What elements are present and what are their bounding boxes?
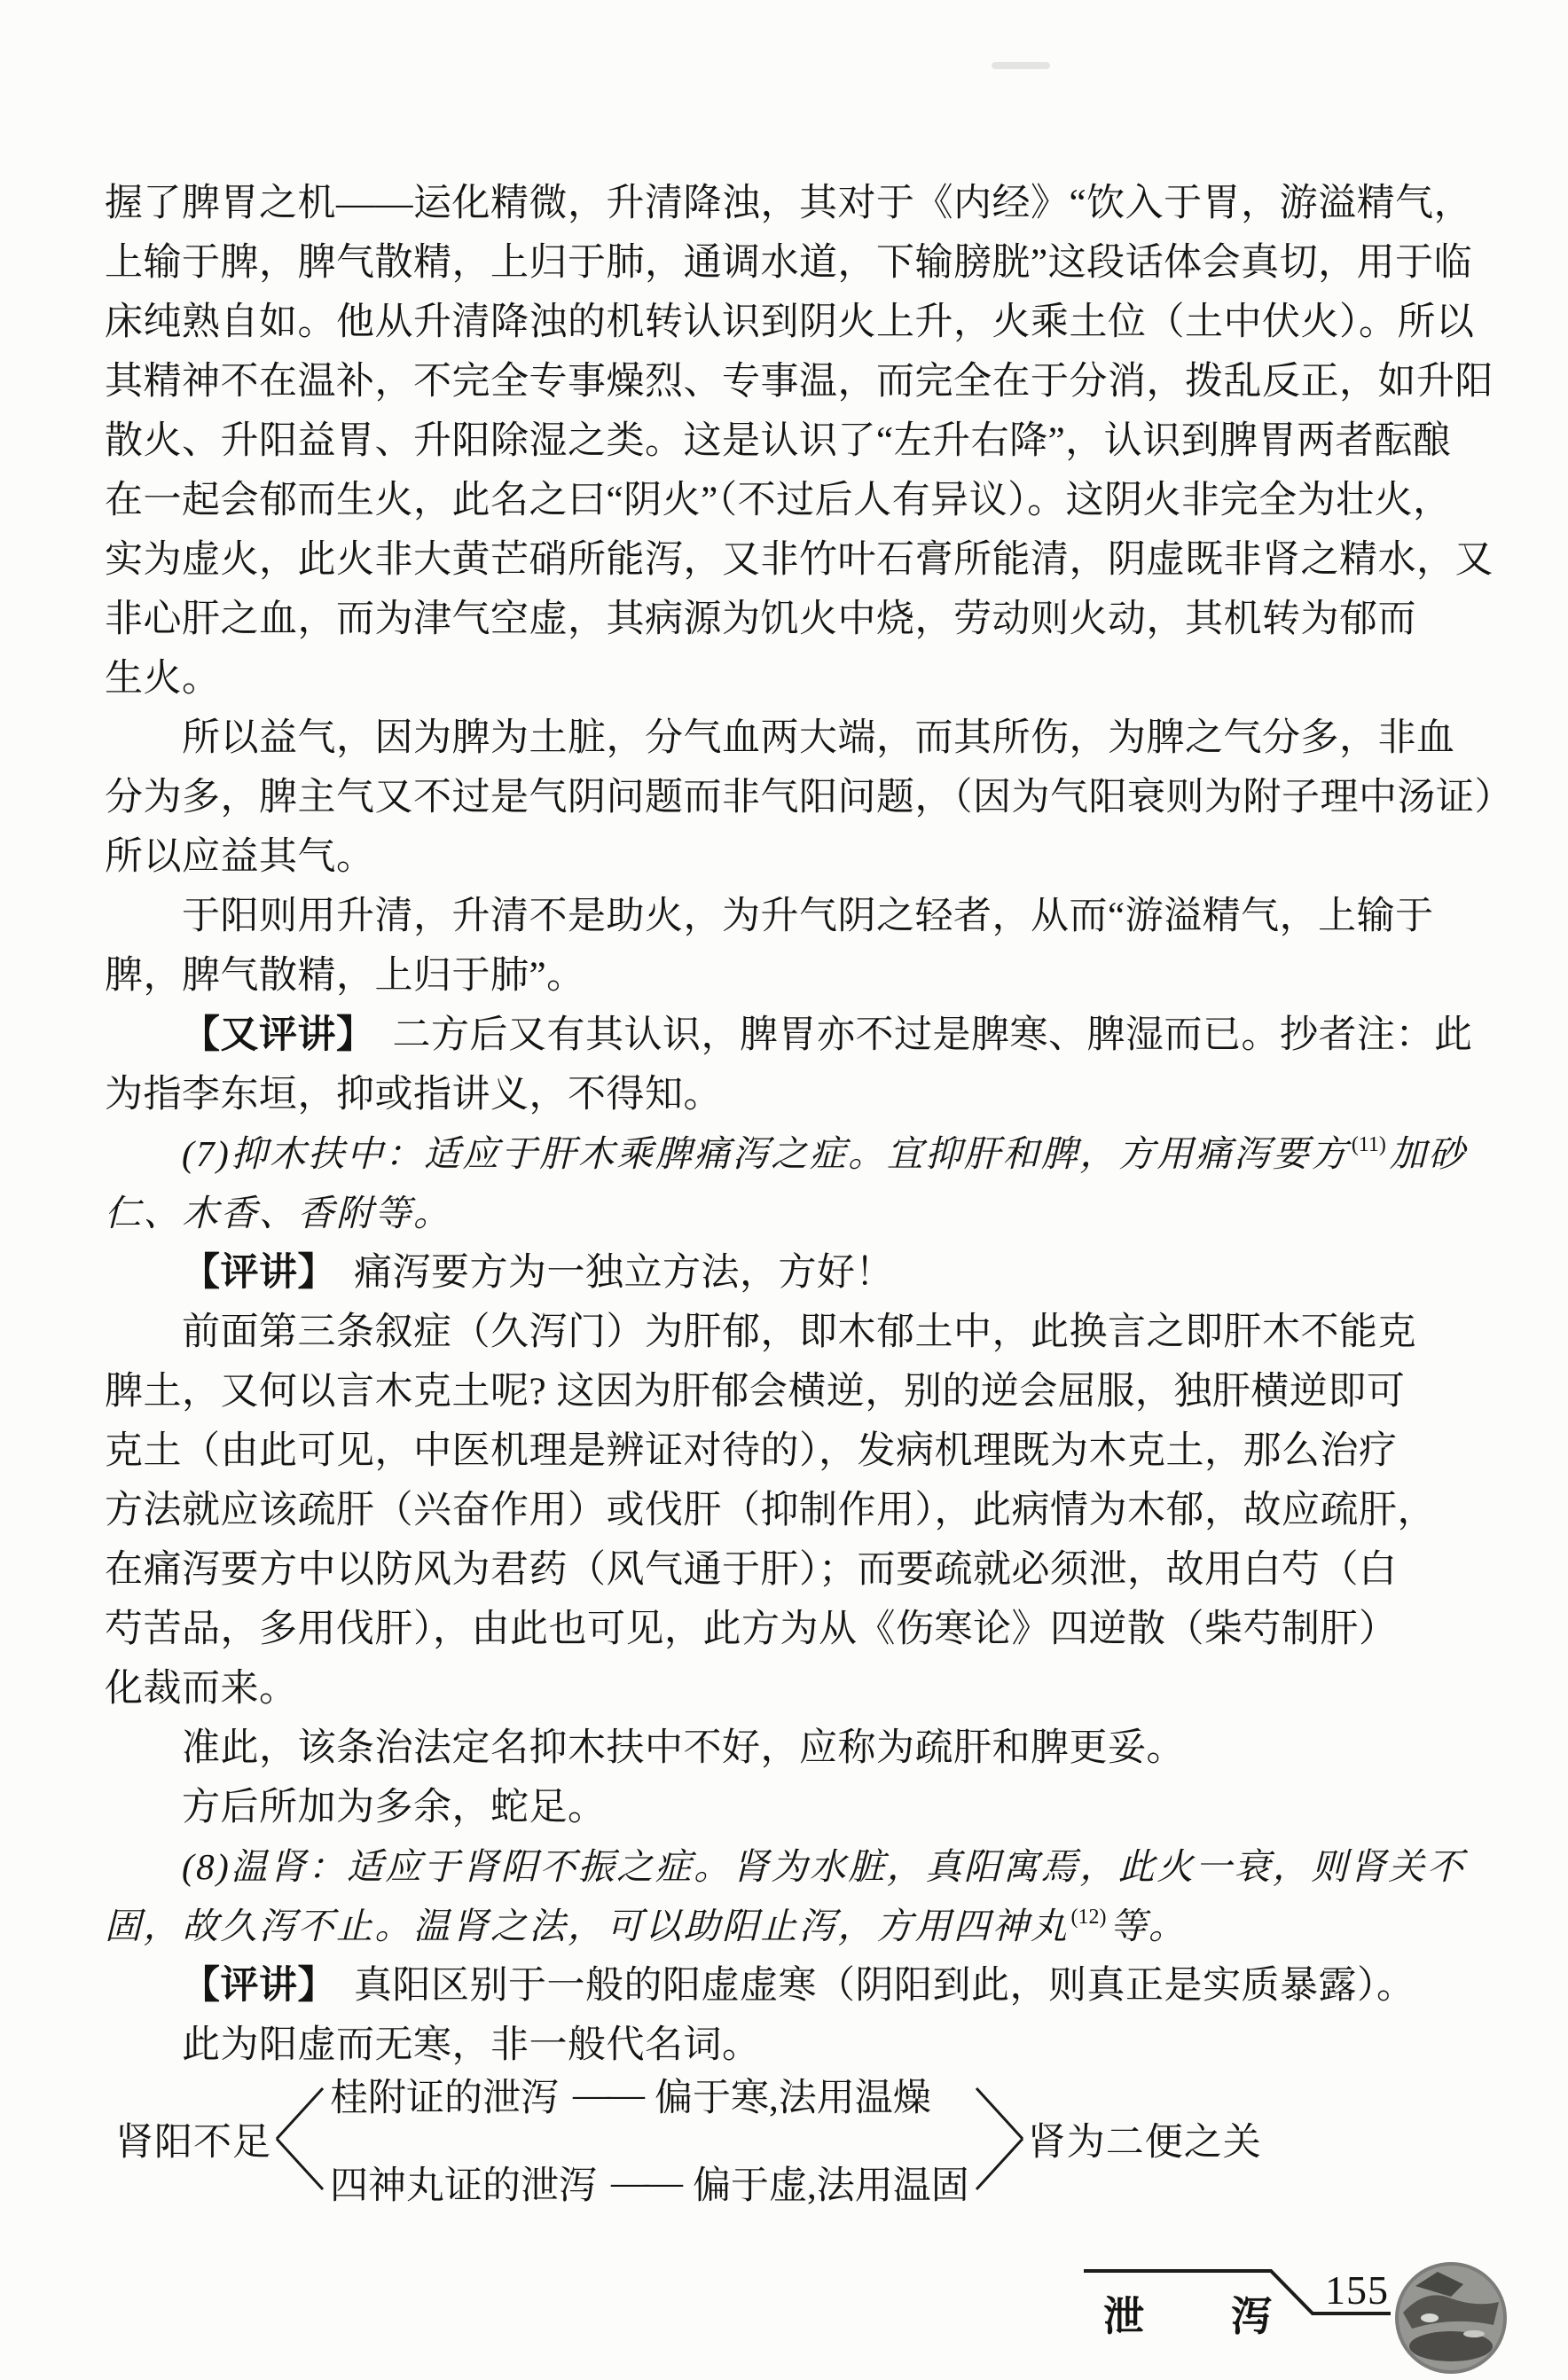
- dash-connector: ——: [573, 2074, 640, 2116]
- diagram-branch: [330, 2068, 969, 2122]
- text-line: 于阳则用升清，升清不是助火，为升气阴之轻者，从而“游溢精气，上输于: [182, 896, 1434, 937]
- text-line: [105, 1897, 1478, 1956]
- text-line: 上输于脾，脾气散精，上归于肺，通调水道，下输膀胱”这段话体会真切，用于临: [105, 242, 1473, 284]
- branch-name: 四神丸证的泄泻: [330, 2165, 597, 2207]
- comment-text: 痛泻要方为一独立方法，方好！: [354, 1252, 894, 1294]
- comment-text: 二方后又有其认识，脾胃亦不过是脾寒、脾湿而已。抄者注：此: [392, 1014, 1473, 1056]
- text-line: 仁、木香、香附等。: [105, 1193, 452, 1233]
- footnote-ref-11: (11): [1351, 1133, 1386, 1156]
- text-line: 非心肝之血，而为津气空虚，其病源为饥火中烧，劳动则火动，其机转为郁而: [105, 599, 1416, 640]
- text-line: 化裁而来。: [105, 1668, 298, 1710]
- seal-stamp-image: [1389, 2261, 1513, 2376]
- text-line: 握了脾胃之机——运化精微，升清降浊，其对于《内经》“饮入于胃，游溢精气，: [105, 183, 1473, 224]
- text-line: 散火、升阳益胃、升阳除湿之类。这是认识了“左升右降”，认识到脾胃两者酝酿: [105, 420, 1452, 462]
- text-line: 准此，该条治法定名抑木扶中不好，应称为疏肝和脾更妥。: [182, 1727, 1185, 1769]
- diagram-branches: [330, 2068, 969, 2210]
- method-text: 等。: [1109, 1906, 1188, 1946]
- text-line: [105, 1124, 1478, 1184]
- text-line: [105, 1956, 1478, 2016]
- comment-text: 真阳区别于一般的阳虚虚寒（阴阳到此，则真正是实质暴露）。: [354, 1965, 1415, 2007]
- text-line: 为指李东垣，抑或指讲义，不得知。: [105, 1074, 722, 1116]
- text-line: [105, 1006, 1478, 1065]
- text-line: (8)温肾：适应于肾阳不振之症。肾为水脏，真阳寓焉，此火一衰，则肾关不: [182, 1846, 1466, 1887]
- text-line: 此为阳虚而无寒，非一般代名词。: [182, 2024, 761, 2066]
- text-line: [105, 1243, 1478, 1303]
- method-text: (7)抑木扶中：适应于肝木乘脾痛泻之症。宜抑肝和脾，方用痛泻要方: [182, 1133, 1350, 1174]
- scan-artifact: [992, 62, 1050, 69]
- text-line: 方后所加为多余，蛇足。: [182, 1787, 607, 1828]
- chapter-title: 泄 泻: [1103, 2294, 1274, 2339]
- branch-note: 偏于虚,法用温固: [693, 2165, 969, 2207]
- text-line: 克土（由此可见，中医机理是辨证对待的），发病机理既为木克土，那么治疗: [105, 1430, 1398, 1472]
- branch-name: 桂附证的泄泻: [330, 2078, 559, 2119]
- text-line: 其精神不在温补，不完全专事燥烈、专事温，而完全在于分消，拨乱反正，如升阳: [105, 361, 1494, 403]
- footnote-ref-12: (12): [1070, 1906, 1107, 1929]
- method-text: 固，故久泻不止。温肾之法，可以助阳止泻，方用四神丸: [105, 1906, 1070, 1946]
- dash-connector: ——: [611, 2162, 678, 2204]
- method-text: 加砂: [1389, 1133, 1467, 1174]
- kidney-yang-diagram: [115, 2074, 1446, 2207]
- text-line: 实为虚火，此火非大黄芒硝所能泻，又非竹叶石膏所能清，阴虚既非肾之精水，又: [105, 539, 1494, 581]
- diagram-result-label: 肾为二便之关: [1027, 2121, 1262, 2164]
- right-brace-icon: [975, 2083, 1026, 2195]
- text-line: 在痛泻要方中以防风为君药（风气通于肝）；而要疏就必须泄，故用白芍（白: [105, 1549, 1398, 1591]
- text-line: 分为多，脾主气又不过是气阴问题而非气阳问题，（因为气阳衰则为附子理中汤证）: [105, 777, 1513, 818]
- comment-label: 【评讲】: [182, 1965, 336, 2007]
- text-line: 方法就应该疏肝（兴奋作用）或伐肝（抑制作用），此病情为木郁，故应疏肝，: [105, 1490, 1436, 1531]
- text-line: 脾土，又何以言木克土呢? 这因为肝郁会横逆，别的逆会屈服，独肝横逆即可: [105, 1371, 1406, 1413]
- text-line: 所以应益其气。: [105, 836, 375, 878]
- text-line: 生火。: [105, 658, 221, 700]
- diagram-root-label: 肾阳不足: [115, 2121, 271, 2164]
- page-body: [105, 174, 1513, 2075]
- text-line: 所以益气，因为脾为土脏，分气血两大端，而其所伤，为脾之气分多，非血: [182, 717, 1455, 759]
- page-number: 155: [1325, 2267, 1389, 2313]
- comment-label: 【又评讲】: [182, 1014, 375, 1056]
- text-line: 床纯熟自如。他从升清降浊的机转认识到阴火上升，火乘土位（土中伏火）。所以: [105, 301, 1475, 343]
- text-line: 芍苦品，多用伐肝），由此也可见，此方为从《伤寒论》四逆散（柴芍制肝）: [105, 1609, 1398, 1650]
- text-line: 在一起会郁而生火，此名之曰“阴火”（不过后人有异议）。这阴火非完全为壮火，: [105, 480, 1452, 521]
- left-brace-icon: [273, 2083, 325, 2195]
- branch-note: 偏于寒,法用温燥: [655, 2078, 931, 2119]
- text-line: 前面第三条叙症（久泻门）为肝郁，即木郁土中，此换言之即肝木不能克: [182, 1311, 1416, 1353]
- diagram-branch: [330, 2156, 969, 2210]
- comment-label: 【评讲】: [182, 1252, 336, 1294]
- text-line: 脾，脾气散精，上归于肺”。: [105, 955, 585, 997]
